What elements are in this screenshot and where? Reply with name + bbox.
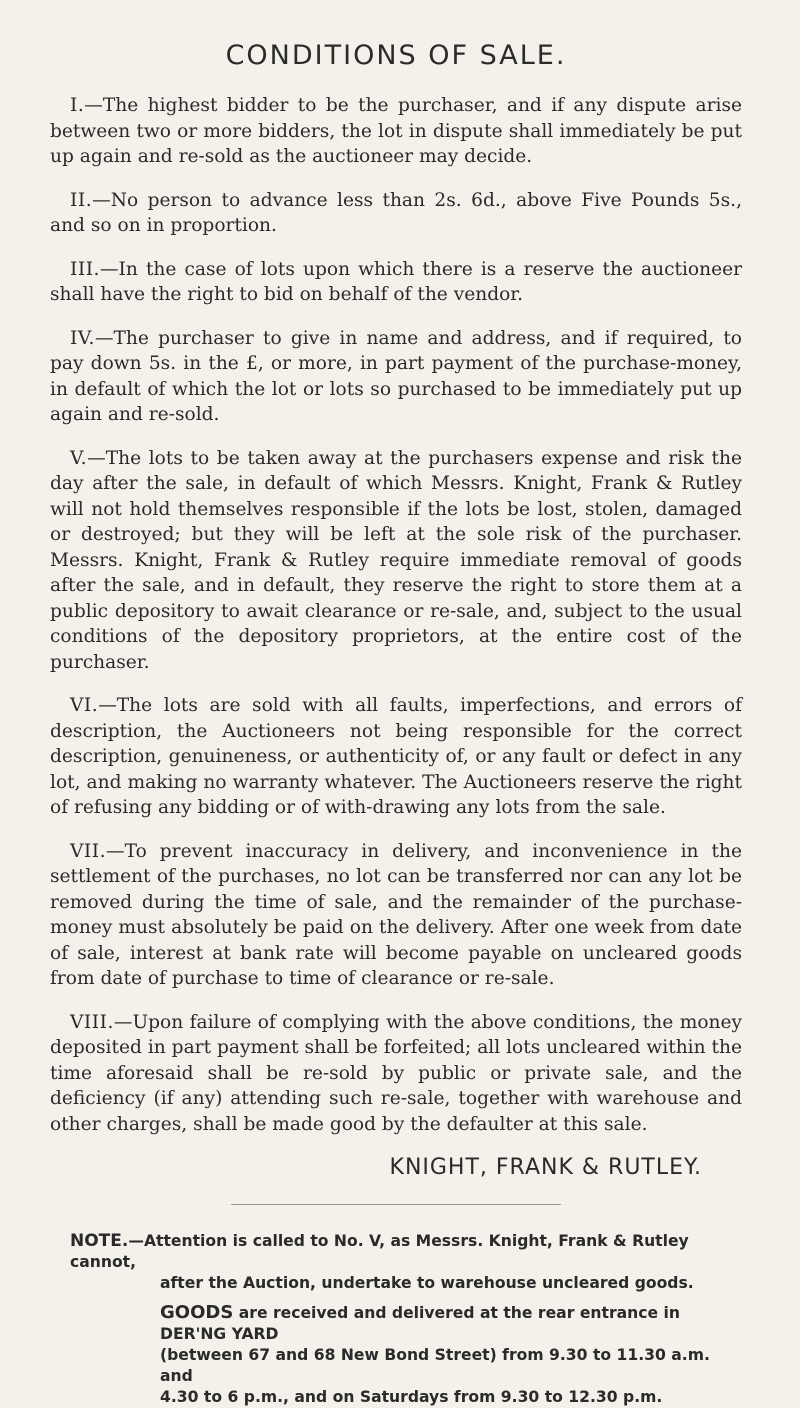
goods-line-2: (between 67 and 68 New Bond Street) from 9.30 to 11.30 a.m. and <box>160 1346 710 1385</box>
conditions-list <box>50 93 742 1137</box>
page-title: CONDITIONS OF SALE. <box>225 40 567 71</box>
condition-number: VIII. <box>70 1011 114 1033</box>
attention-note <box>70 1231 742 1294</box>
condition-text: —Upon failure of complying with the above conditions, the money deposited in part payment shall be forfeited; all lots uncleared within the time aforesaid shall be re-sold by public or private sale, and the deficiency (if any) attending such re-sale, together with warehouse and other charges, shall be made good by the defaulter at this sale. <box>50 1011 742 1135</box>
condition-text: —In the case of lots upon which there is a reserve the auctioneer shall have the right to bid on behalf of the vendor. <box>50 258 742 305</box>
condition-number: VII. <box>70 840 107 862</box>
note-lead: NOTE. <box>70 1231 129 1251</box>
condition-number: IV. <box>70 327 95 349</box>
condition-number: I. <box>70 95 85 116</box>
condition-3 <box>50 257 742 308</box>
condition-6 <box>50 693 742 821</box>
condition-1 <box>50 93 742 170</box>
condition-number: II. <box>70 189 93 211</box>
condition-5 <box>50 446 742 676</box>
condition-text: —The purchaser to give in name and address, and if required, to pay down 5s. in the £, or more, in part payment of the purchase-money, in default of which the lot or lots so purchased to be immediately put up again and re-sold. <box>50 327 742 425</box>
condition-number: III. <box>70 258 100 280</box>
condition-number: VI. <box>70 695 99 716</box>
condition-number: V. <box>70 447 88 469</box>
note-line-1: —Attention is called to No. V, as Messrs. Knight, Frank & Rutley cannot, <box>70 1232 689 1271</box>
note-line-2: after the Auction, undertake to warehouse uncleared goods. <box>160 1274 694 1292</box>
condition-text: —The highest bidder to be the purchaser, and if any dispute arise between two or more bidders, the lot in dispute shall immediately be put up again and re-sold as the auctioneer may decide. <box>50 95 742 167</box>
condition-2 <box>50 188 742 239</box>
condition-text: —The lots are sold with all faults, imperfections, and errors of description, the Auctioneers not being responsible for the correct description, genuineness, or authenticity of, or any fault or defect in any lot, and making no warranty whatever. The Auctioneers reserve the right of refusing any bidding or of with-drawing any lots from the sale. <box>50 695 742 818</box>
condition-7 <box>50 839 742 992</box>
goods-lead: GOODS <box>160 1302 234 1323</box>
goods-line-1: are received and delivered at the rear entrance in DER'NG YARD <box>160 1304 680 1343</box>
goods-delivery-note <box>160 1302 742 1408</box>
condition-text: —To prevent inaccuracy in delivery, and inconvenience in the settlement of the purchases, no lot can be transferred nor can any lot be removed during the time of sale, and the remainder of the purchase-money must absolutely be paid on the delivery. After one week from date of sale, interest at bank rate will become payable on uncleared goods from date of purchase to time of clearance or re-sale. <box>50 840 742 989</box>
condition-text: —No person to advance less than 2s. 6d., above Five Pounds 5s., and so on in proportion. <box>50 189 742 236</box>
condition-text: —The lots to be taken away at the purchasers expense and risk the day after the sale, in default of which Messrs. Knight, Frank & Rutley will not hold themselves responsible if the lots be lost, stolen, damaged or destroyed; but they will be left at the sole risk of the purchaser. Messrs. Knight, Frank & Rutley require immediate removal of goods after the sale, and in default, they reserve the right to store them at a public depository to await clearance or re-sale, and, subject to the usual conditions of the depository proprietors, at the entire cost of the purchaser. <box>50 447 742 673</box>
goods-line-3: 4.30 to 6 p.m., and on Saturdays from 9.30 to 12.30 p.m. <box>160 1388 663 1406</box>
condition-8 <box>50 1010 742 1138</box>
auctioneer-signature: KNIGHT, FRANK & RUTLEY. <box>389 1155 702 1180</box>
condition-4 <box>50 326 742 428</box>
divider-rule <box>231 1204 561 1205</box>
